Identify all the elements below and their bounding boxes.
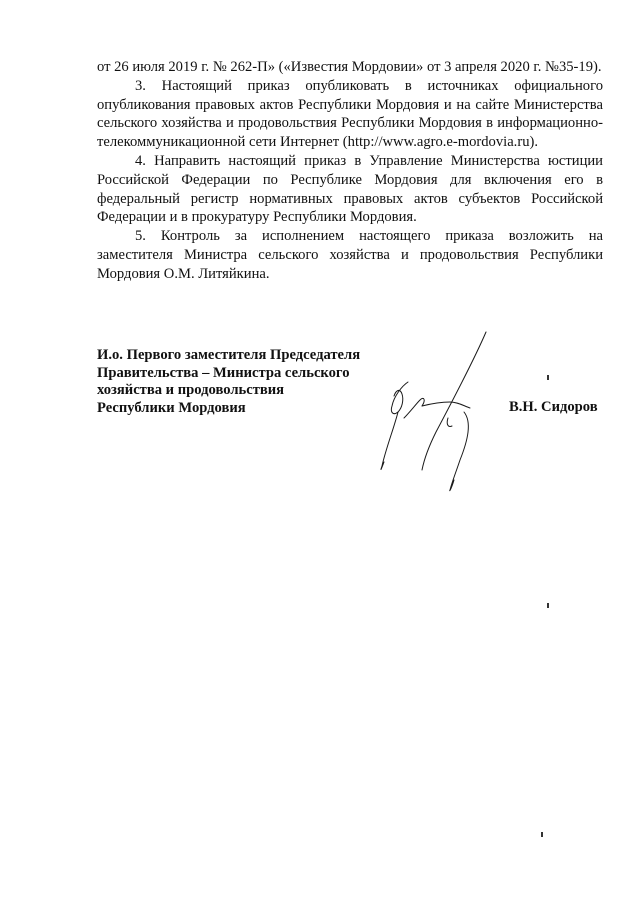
signatory-name: В.Н. Сидоров <box>509 399 598 415</box>
paragraph-continuation: от 26 июля 2019 г. № 262-П» («Известия Мордовии» от 3 апреля 2020 г. №35-19). <box>97 59 602 75</box>
signatory-position-line: И.о. Первого заместителя Председателя <box>97 347 361 363</box>
signatory-position-line: хозяйства и продовольствия <box>97 382 285 399</box>
signatory-position-line: Правительства – Министра сельского <box>97 364 350 381</box>
paragraph-item-5: 5. Контроль за исполнением настоящего приказа возложить на заместителя Министра сельского хозяйства и продовольствия Республики Мордовия О.М. Литяйкина. <box>97 228 603 282</box>
handwritten-signature <box>360 320 500 500</box>
document-body <box>97 58 603 284</box>
scan-speck <box>547 375 549 380</box>
scan-speck <box>547 603 549 608</box>
signatory-position <box>97 347 377 417</box>
paragraph-item-3: 3. Настоящий приказ опубликовать в источниках официального опубликования правовых актов Республики Мордовия и на сайте Министерства сельского хозяйства и продовольствия Республики Мордовия в информационно-телекоммуникационной сети Интернет (http://www.agro.e-mordovia.ru). <box>97 77 603 151</box>
paragraph-item-4: 4. Направить настоящий приказ в Управление Министерства юстиции Российской Федерации по Республике Мордовия для включения его в федеральный регистр нормативных правовых актов субъектов Российской Федерации и в прокуратуру Республики Мордовия. <box>97 152 603 226</box>
signatory-position-line: Республики Мордовия <box>97 399 246 416</box>
scan-speck <box>541 832 543 837</box>
